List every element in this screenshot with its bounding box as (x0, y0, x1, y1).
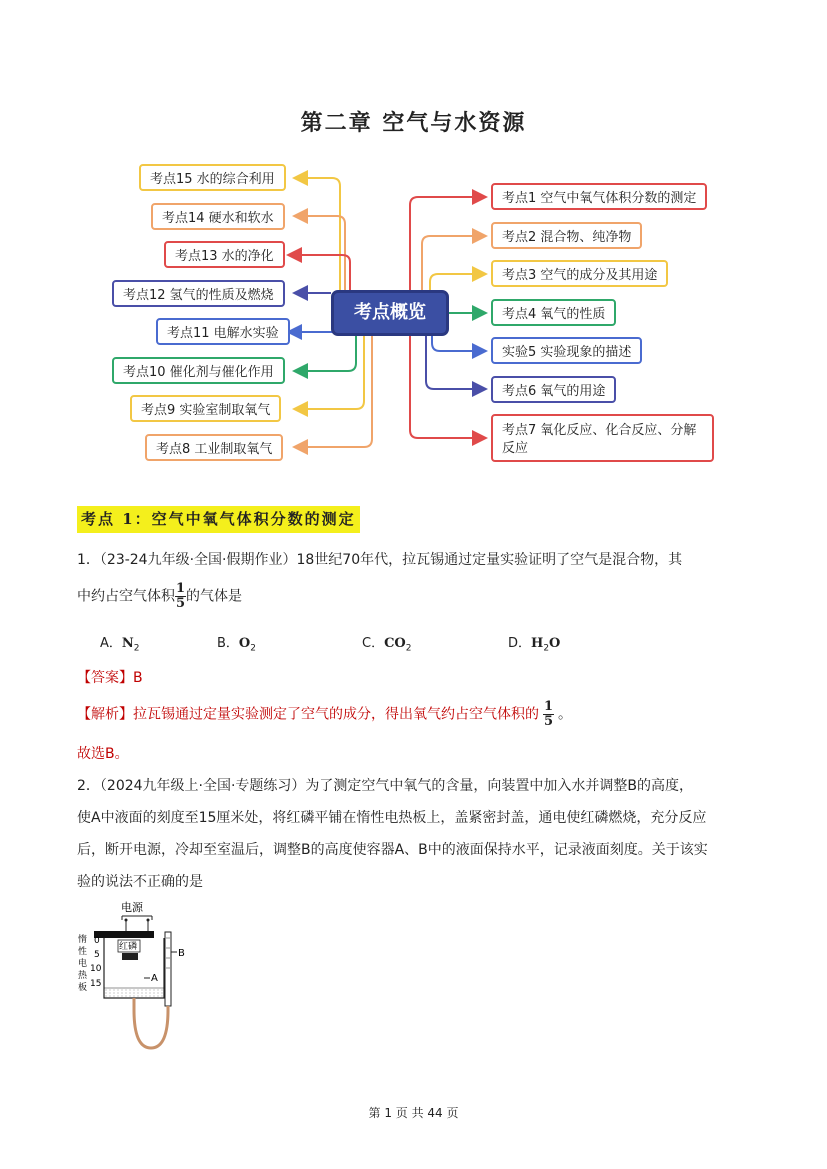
mindmap-left-topic-10: 考点10 催化剂与催化作用 (112, 357, 285, 384)
mindmap-left-topic-13: 考点13 水的净化 (164, 241, 285, 268)
side-label-5: 板 (78, 983, 88, 993)
apparatus-figure (74, 898, 194, 1058)
mindmap-left-topic-11: 考点11 电解水实验 (156, 318, 290, 345)
page-title: 第二章 空气与水资源 (300, 110, 527, 136)
section-heading: 考点 1：空气中氧气体积分数的测定 (77, 506, 360, 533)
q1-stem-line1: 1．（23-24九年级·全国·假期作业）18世纪70年代，拉瓦锡通过定量实验证明了空气是混合物，其 (77, 552, 683, 568)
q2-stem-line4: 验的说法不正确的是 (77, 874, 203, 890)
side-label-4: 热 (78, 971, 88, 981)
mindmap-right-topic-4: 考点4 氧气的性质 (491, 299, 616, 326)
mindmap-left-topic-8: 考点8 工业制取氧气 (145, 434, 283, 461)
option-c: C．$CO_2$ (362, 636, 412, 654)
mindmap-left-topic-9: 考点9 实验室制取氧气 (130, 395, 281, 422)
mindmap-right-topic-1: 考点1 空气中氧气体积分数的测定 (491, 183, 707, 210)
q1-conclusion: 故选B。 (77, 746, 129, 762)
mindmap-left-topic-14: 考点14 硬水和软水 (151, 203, 285, 230)
mindmap-left-topic-12: 考点12 氢气的性质及燃烧 (112, 280, 285, 307)
mindmap-right-topic-5: 实验5 实验现象的描述 (491, 337, 642, 364)
tick-15: 15 (90, 979, 102, 989)
label-b: B (178, 948, 185, 959)
mindmap-connectors (0, 0, 827, 470)
q1-stem-line2 (77, 582, 242, 611)
side-label-3: 电 (78, 959, 88, 969)
side-label-2: 性 (78, 947, 88, 957)
q1-stem-post: 的气体是 (186, 588, 243, 605)
option-a: A．$N_2$ (100, 636, 140, 654)
page-footer: 第 1 页 共 44 页 (368, 1106, 459, 1120)
tick-5: 5 (94, 950, 100, 960)
analysis-fraction: $\frac{1}{5}$ (544, 699, 554, 729)
mindmap-right-topic-2: 考点2 混合物、纯净物 (491, 222, 642, 249)
power-label: 电源 (121, 901, 143, 914)
side-label-1: 惰 (78, 935, 88, 945)
tick-10: 10 (90, 964, 102, 974)
mindmap-right-topic-6: 考点6 氧气的用途 (491, 376, 616, 403)
q2-stem-line1: 2．（2024九年级上·全国·专题练习）为了测定空气中氧气的含量，向装置中加入水并调整B的高度， (77, 778, 694, 794)
q1-analysis: 【解析】拉瓦锡通过定量实验测定了空气的成分，得出氧气约占空气体积的 $\frac{1}{5}$ 。 (77, 699, 573, 729)
fraction-numerator: 1 (176, 581, 186, 596)
tick-0: 0 (94, 936, 100, 946)
analysis-text: 【解析】拉瓦锡通过定量实验测定了空气的成分，得出氧气约占空气体积的 (77, 706, 539, 723)
option-b: B．$O_2$ (217, 636, 256, 654)
phosphorus-label: 红磷 (119, 942, 138, 952)
mindmap-right-topic-7: 考点7 氧化反应、化合反应、分解反应 (491, 414, 714, 462)
option-d: D．$H_2O$ (508, 636, 561, 654)
mindmap-center: 考点概览 (331, 290, 449, 336)
label-a: A (151, 973, 158, 984)
q1-answer: 【答案】B (77, 670, 143, 686)
fraction (175, 582, 186, 611)
q2-stem-line3: 后，断开电源，冷却至室温后，调整B的高度使容器A、B中的液面保持水平，记录液面刻度。关于该实 (77, 842, 708, 858)
q2-stem-line2: 使A中液面的刻度至15厘米处，将红磷平铺在惰性电热板上，盖紧密封盖，通电使红磷燃烧，充分反应 (77, 810, 707, 826)
fraction-denominator: 5 (176, 596, 186, 611)
mindmap-left-topic-15: 考点15 水的综合利用 (139, 164, 286, 191)
q1-stem-pre: 中约占空气体积 (77, 588, 175, 605)
mindmap-right-topic-3: 考点3 空气的成分及其用途 (491, 260, 668, 287)
